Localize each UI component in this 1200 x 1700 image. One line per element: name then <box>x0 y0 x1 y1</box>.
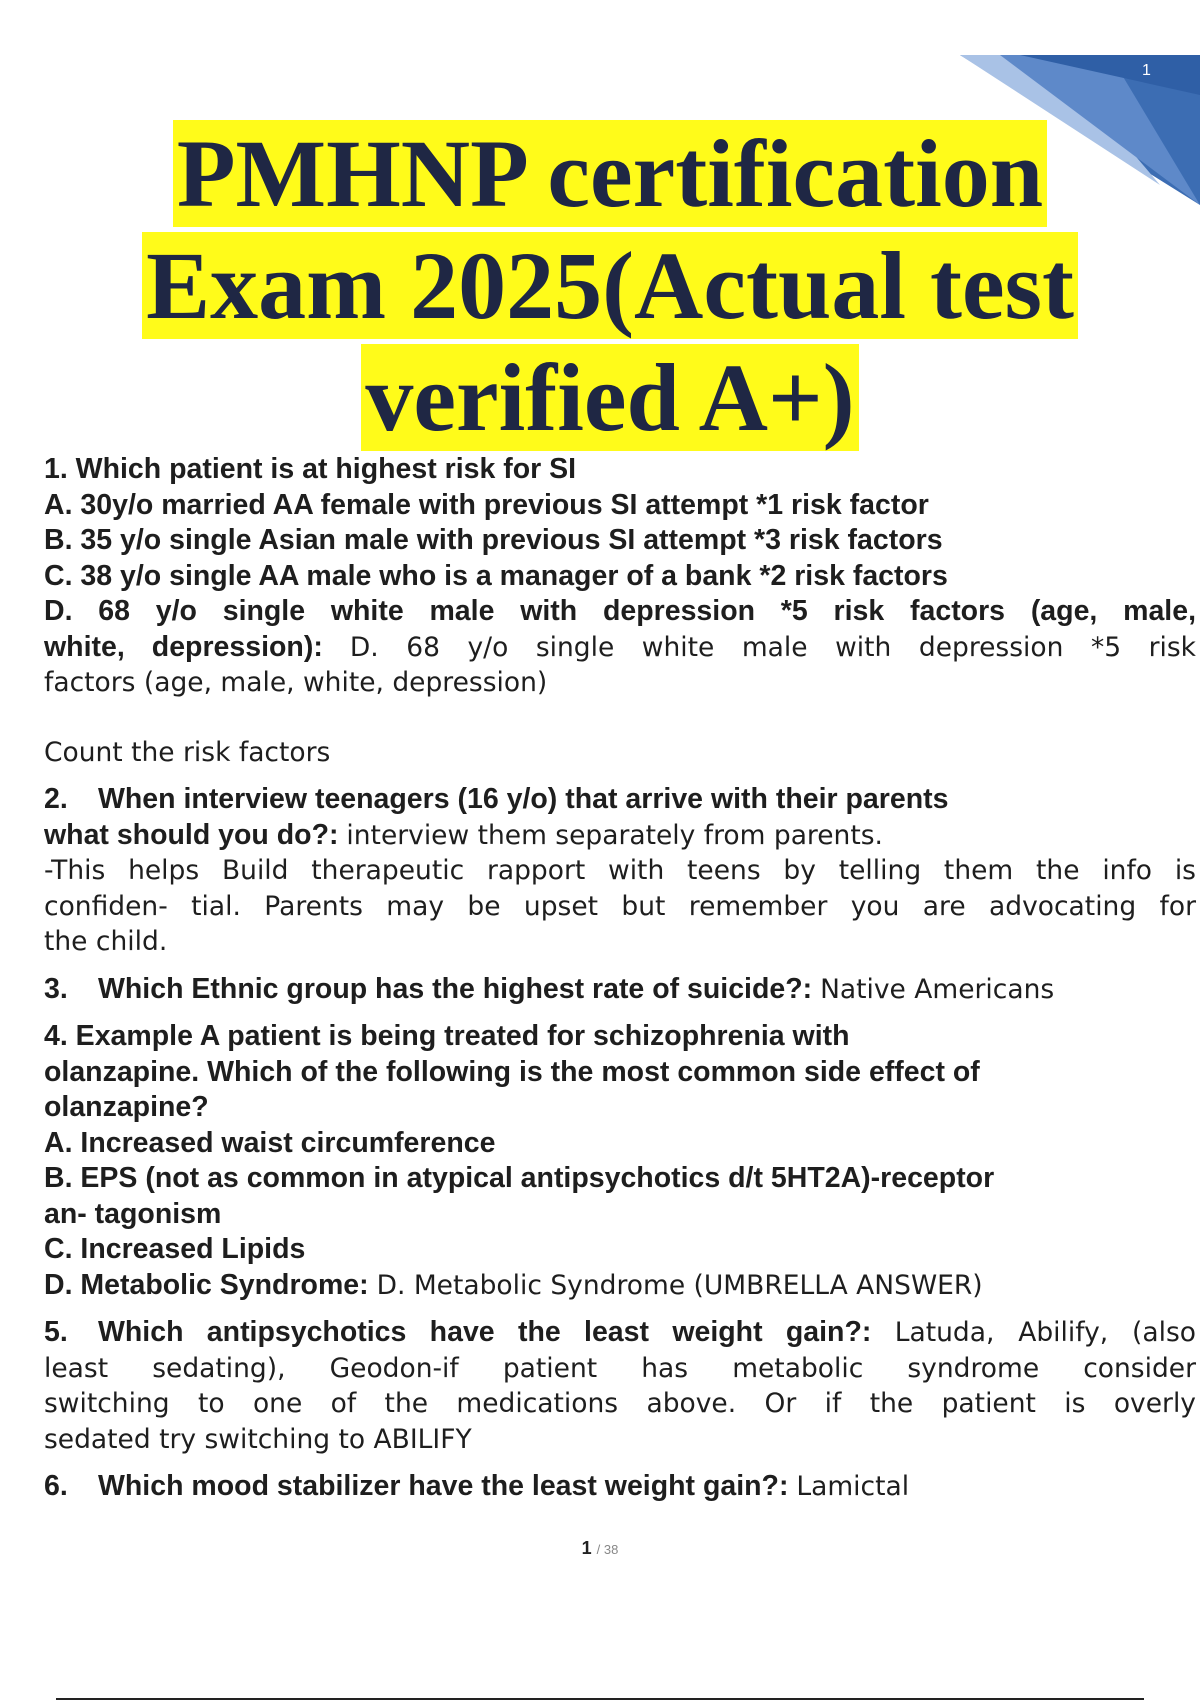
question-5 <box>44 1315 1196 1457</box>
page-indicator <box>0 1538 1200 1559</box>
document-title <box>80 118 1140 454</box>
question-4-stem-2: olanzapine. Which of the following is the most common side effect of <box>44 1055 980 1088</box>
question-1-stem: 1. Which patient is at highest risk for SI <box>44 453 577 485</box>
question-5-answer-4: sedated try switching to ABILIFY <box>44 1423 472 1455</box>
question-2-answer: what should you do?: interview them separately from parents. <box>44 818 883 851</box>
question-1-option-a: A. 30y/o married AA female with previous SI attempt *1 risk factor <box>44 488 929 521</box>
question-4-option-b: B. EPS (not as common in atypical antipsychotics d/t 5HT2A)-receptor <box>44 1162 995 1194</box>
question-4-option-d: D. Metabolic Syndrome: D. Metabolic Syndrome (UMBRELLA ANSWER) <box>44 1268 983 1301</box>
question-4-option-a: A. Increased waist circumference <box>44 1126 496 1159</box>
question-5-stem: 5. Which antipsychotics have the least weight gain?: Latuda, Abilify, (also <box>44 1316 1196 1348</box>
title-line-2: Exam 2025(Actual test <box>142 232 1078 339</box>
title-line-1: PMHNP certification <box>173 120 1047 227</box>
question-1-option-c: C. 38 y/o single AA male who is a manager of a bank *2 risk factors <box>44 559 948 592</box>
question-1 <box>44 452 1196 770</box>
page-number-top: 1 <box>1142 62 1151 79</box>
question-4-stem-1: 4. Example A patient is being treated for schizophrenia with <box>44 1020 850 1052</box>
question-1-option-b: B. 35 y/o single Asian male with previous SI attempt *3 risk factors <box>44 524 943 556</box>
question-3 <box>44 972 1196 1008</box>
question-4-option-c: C. Increased Lipids <box>44 1233 306 1265</box>
question-4 <box>44 1019 1196 1303</box>
question-3-stem: 3. Which Ethnic group has the highest rate of suicide?: Native Americans <box>44 972 1055 1005</box>
question-1-note: Count the risk factors <box>44 736 331 768</box>
question-6 <box>44 1469 1196 1505</box>
current-page: 1 <box>581 1538 592 1558</box>
question-2 <box>44 782 1196 960</box>
question-1-answer: white, depression): D. 68 y/o single white male with depression *5 risk <box>44 630 1196 663</box>
question-2-rationale-2: confiden- tial. Parents may be upset but remember you are advocating for <box>44 890 1196 922</box>
total-pages: / 38 <box>596 1542 619 1557</box>
question-list <box>44 452 1196 1505</box>
question-2-stem: 2. When interview teenagers (16 y/o) that arrive with their parents <box>44 783 949 815</box>
question-6-stem: 6. Which mood stabilizer have the least weight gain?: Lamictal <box>44 1470 910 1502</box>
question-4-option-b-cont: an- tagonism <box>44 1197 222 1230</box>
question-2-rationale-3: the child. <box>44 926 168 957</box>
question-5-answer-2: least sedating), Geodon-if patient has metabolic syndrome consider <box>44 1352 1196 1384</box>
title-line-3: verified A+) <box>361 344 858 451</box>
question-5-answer-3: switching to one of the medications above. Or if the patient is overly <box>44 1388 1196 1419</box>
question-1-answer-cont: factors (age, male, white, depression) <box>44 667 548 698</box>
question-1-option-d: D. 68 y/o single white male with depression *5 risk factors (age, male, <box>44 595 1196 627</box>
question-4-stem-3: olanzapine? <box>44 1091 209 1123</box>
question-2-rationale-1: -This helps Build therapeutic rapport with teens by telling them the info is <box>44 855 1196 886</box>
